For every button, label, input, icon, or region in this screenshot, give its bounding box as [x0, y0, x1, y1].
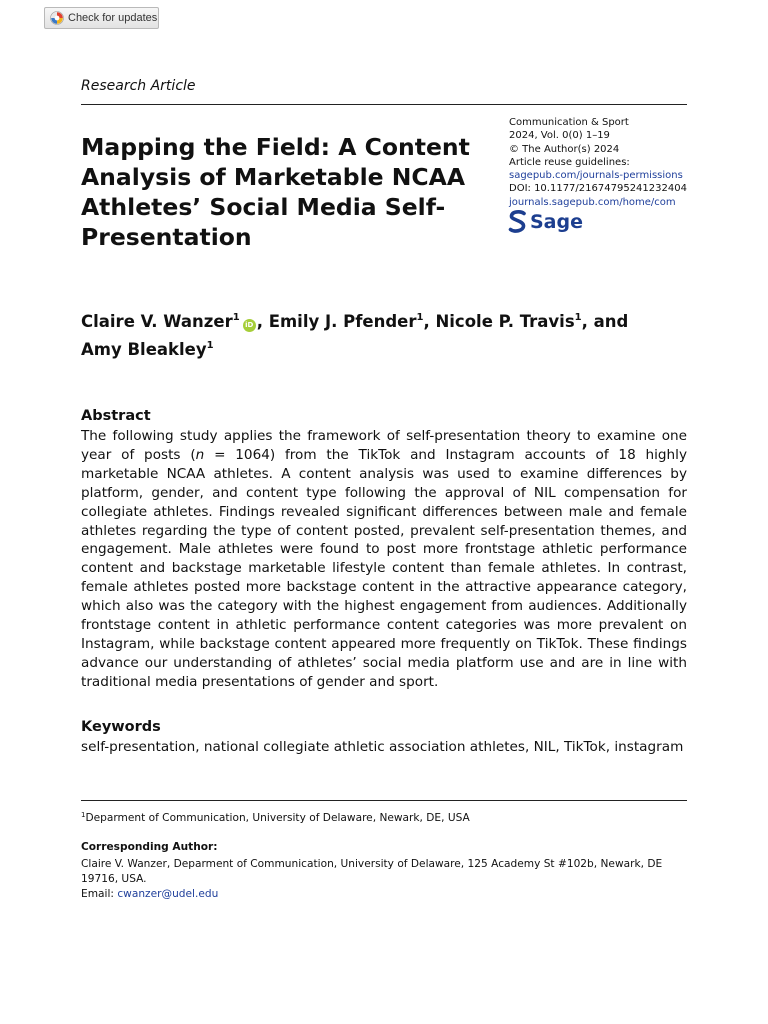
- permissions-link[interactable]: sagepub.com/journals-permissions: [509, 170, 683, 182]
- journal-volume: 2024, Vol. 0(0) 1–19: [509, 130, 610, 142]
- affiliation-marker: 1: [574, 312, 582, 323]
- sage-wordmark: Sage: [530, 211, 583, 233]
- author-list: Claire V. Wanzer$^1$iD , Emily J. Pfender$^1$, Nicole P. Travis$^1$, and Amy Bleakley$^1$: [81, 312, 629, 359]
- corresponding-author-address: Claire V. Wanzer, Deparment of Communication, University of Delaware, 125 Academy St #102b, Newark, DE 19716, USA.: [81, 858, 663, 885]
- article-title: Mapping the Field: A Content Analysis of Marketable NCAA Athletes’ Social Media Self-Presentation: [81, 133, 470, 251]
- article-type: Research Article: [81, 78, 196, 94]
- affiliation-text: Deparment of Communication, University of Delaware, Newark, DE, USA: [85, 812, 470, 824]
- footnote-divider: [81, 800, 687, 801]
- affiliation-note: [81, 811, 687, 824]
- abstract-heading: Abstract: [81, 408, 151, 424]
- affiliation-marker: 1: [232, 312, 240, 323]
- abstract-text: [81, 427, 687, 692]
- author-name[interactable]: Emily J. Pfender: [268, 312, 417, 331]
- header-divider: [81, 104, 687, 105]
- crossmark-icon: [50, 11, 64, 25]
- journal-home-link[interactable]: journals.sagepub.com/home/com: [509, 196, 676, 208]
- email-link[interactable]: cwanzer@udel.edu: [117, 888, 219, 900]
- email-label: Email:: [81, 888, 114, 900]
- corresponding-author-heading: Corresponding Author:: [81, 841, 218, 853]
- abstract-part: = 1064) from the TikTok and Instagram accounts of 18 highly marketable NCAA athletes. A content analysis was used to examine differences by platform, gender, and content type following the approval of NIL compensation for collegiate athletes. Findings revealed significant differences between male and female athletes regarding the type of content posted, prevalent self-presentation themes, and engagement. Male athletes were found to post more frontstage athletic performance content and backstage marketable lifestyle content than female athletes. In contrast, female athletes posted more backstage content in the attractive appearance category, which also was the category with the highest engagement from audiences. Additionally frontstage content in athletic performance content categories was more prevalent on Instagram, while backstage content appeared more frequently on TikTok. These findings advance our understanding of athletes’ social media platform use and are in line with traditional media presentations of gender and sport.: [81, 446, 687, 690]
- journal-name: Communication & Sport: [509, 117, 629, 128]
- email-line: [81, 888, 218, 900]
- journal-info: [509, 116, 699, 209]
- sample-size-symbol: n: [195, 446, 205, 463]
- check-for-updates-button[interactable]: [44, 7, 159, 29]
- keywords-text: self-presentation, national collegiate athletic association athletes, NIL, TikTok, instagram: [81, 739, 684, 755]
- orcid-icon[interactable]: iD: [243, 319, 256, 332]
- author-name[interactable]: Nicole P. Travis: [435, 312, 575, 331]
- journal-copyright: © The Author(s) 2024: [509, 143, 620, 155]
- check-for-updates-label: Check for updates: [68, 12, 158, 24]
- author-name[interactable]: Claire V. Wanzer: [81, 312, 233, 331]
- abstract-part: The following study applies the framework of self-presentation theory to examine one year of posts (: [81, 428, 687, 463]
- affiliation-marker: 1: [206, 340, 214, 351]
- affiliation-marker: 1: [416, 312, 424, 323]
- author-name[interactable]: Amy Bleakley: [81, 340, 207, 359]
- sage-logo: [508, 210, 583, 234]
- sage-s-icon: [508, 210, 527, 234]
- affiliation-marker: 1: [81, 811, 86, 819]
- and-word: and: [593, 312, 629, 331]
- reuse-label: Article reuse guidelines:: [509, 156, 630, 168]
- keywords-heading: Keywords: [81, 719, 161, 735]
- doi: DOI: 10.1177/21674795241232404: [509, 183, 687, 195]
